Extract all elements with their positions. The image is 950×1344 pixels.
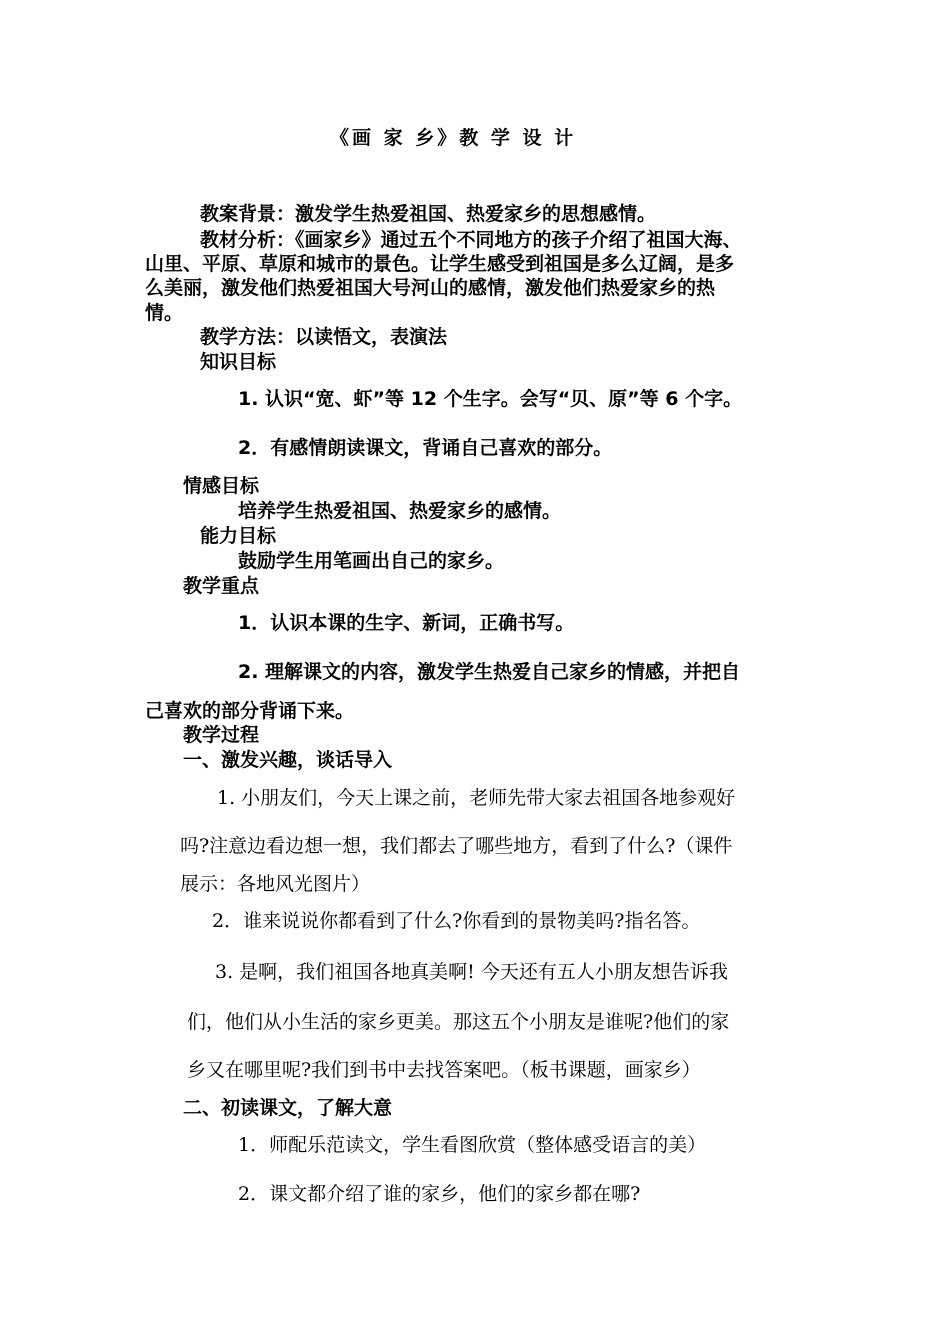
emotion-goals-heading: 情感目标 <box>183 475 260 497</box>
section-1-item-1-line-3: 展示：各地风光图片） <box>180 873 371 895</box>
section-1-item-3-line-2: 们，他们从小生活的家乡更美。那这五个小朋友是谁呢?他们的家 <box>187 1011 730 1033</box>
section-1-item-3-line-1: 3. 是啊，我们祖国各地真美啊! 今天还有五人小朋友想告诉我 <box>215 961 728 983</box>
ability-goal-text: 鼓励学生用笔画出自己的家乡。 <box>238 550 505 572</box>
material-analysis-line-2: 山里、平原、草原和城市的景色。让学生感受到祖国是多么辽阔，是多 <box>145 253 735 275</box>
knowledge-goals-heading: 知识目标 <box>200 351 277 373</box>
key-points-heading: 教学重点 <box>183 575 260 597</box>
teaching-process-heading: 教学过程 <box>183 724 260 746</box>
section-2-item-1: 1．师配乐范读文，学生看图欣赏（整体感受语言的美） <box>238 1134 707 1156</box>
lesson-background: 教案背景：激发学生热爱祖国、热爱家乡的思想感情。 <box>200 203 657 225</box>
material-analysis-line-4: 情。 <box>145 302 184 324</box>
teaching-method: 教学方法：以读悟文，表演法 <box>200 326 448 348</box>
page-title: 《画 家 乡》教 学 设 计 <box>330 127 577 149</box>
section-2-item-2: 2．课文都介绍了谁的家乡，他们的家乡都在哪? <box>238 1183 641 1205</box>
section-2-heading: 二、初读课文，了解大意 <box>183 1097 393 1119</box>
section-1-item-3-line-3: 乡又在哪里呢?我们到书中去找答案吧。（板书课题，画家乡） <box>187 1059 701 1081</box>
key-point-2-line-1: 2. 理解课文的内容，激发学生热爱自己家乡的情感，并把自 <box>238 661 741 683</box>
key-point-1: 1．认识本课的生字、新词，正确书写。 <box>238 612 575 634</box>
section-1-item-1-line-2: 吗?注意边看边想一想，我们都去了哪些地方，看到了什么?（课件 <box>180 835 733 857</box>
material-analysis-line-3: 么美丽，激发他们热爱祖国大号河山的感情，激发他们热爱家乡的热 <box>145 277 716 299</box>
key-point-2-line-2: 己喜欢的部分背诵下来。 <box>145 700 355 722</box>
section-1-item-2: 2．谁来说说你都看到了什么?你看到的景物美吗?指名答。 <box>212 910 701 932</box>
ability-goals-heading: 能力目标 <box>200 525 277 547</box>
knowledge-goal-2: 2．有感情朗读课文，背诵自己喜欢的部分。 <box>238 437 613 459</box>
section-1-heading: 一、激发兴趣，谈话导入 <box>183 749 393 771</box>
emotion-goal-text: 培养学生热爱祖国、热爱家乡的感情。 <box>238 500 562 522</box>
section-1-item-1-line-1: 1. 小朋友们，今天上课之前，老师先带大家去祖国各地参观好 <box>217 787 736 809</box>
knowledge-goal-1: 1. 认识“宽、虾”等 12 个生字。会写“贝、原”等 6 个字。 <box>238 388 743 410</box>
material-analysis-line-1: 教材分析：《画家乡》通过五个不同地方的孩子介绍了祖国大海、 <box>200 229 742 251</box>
